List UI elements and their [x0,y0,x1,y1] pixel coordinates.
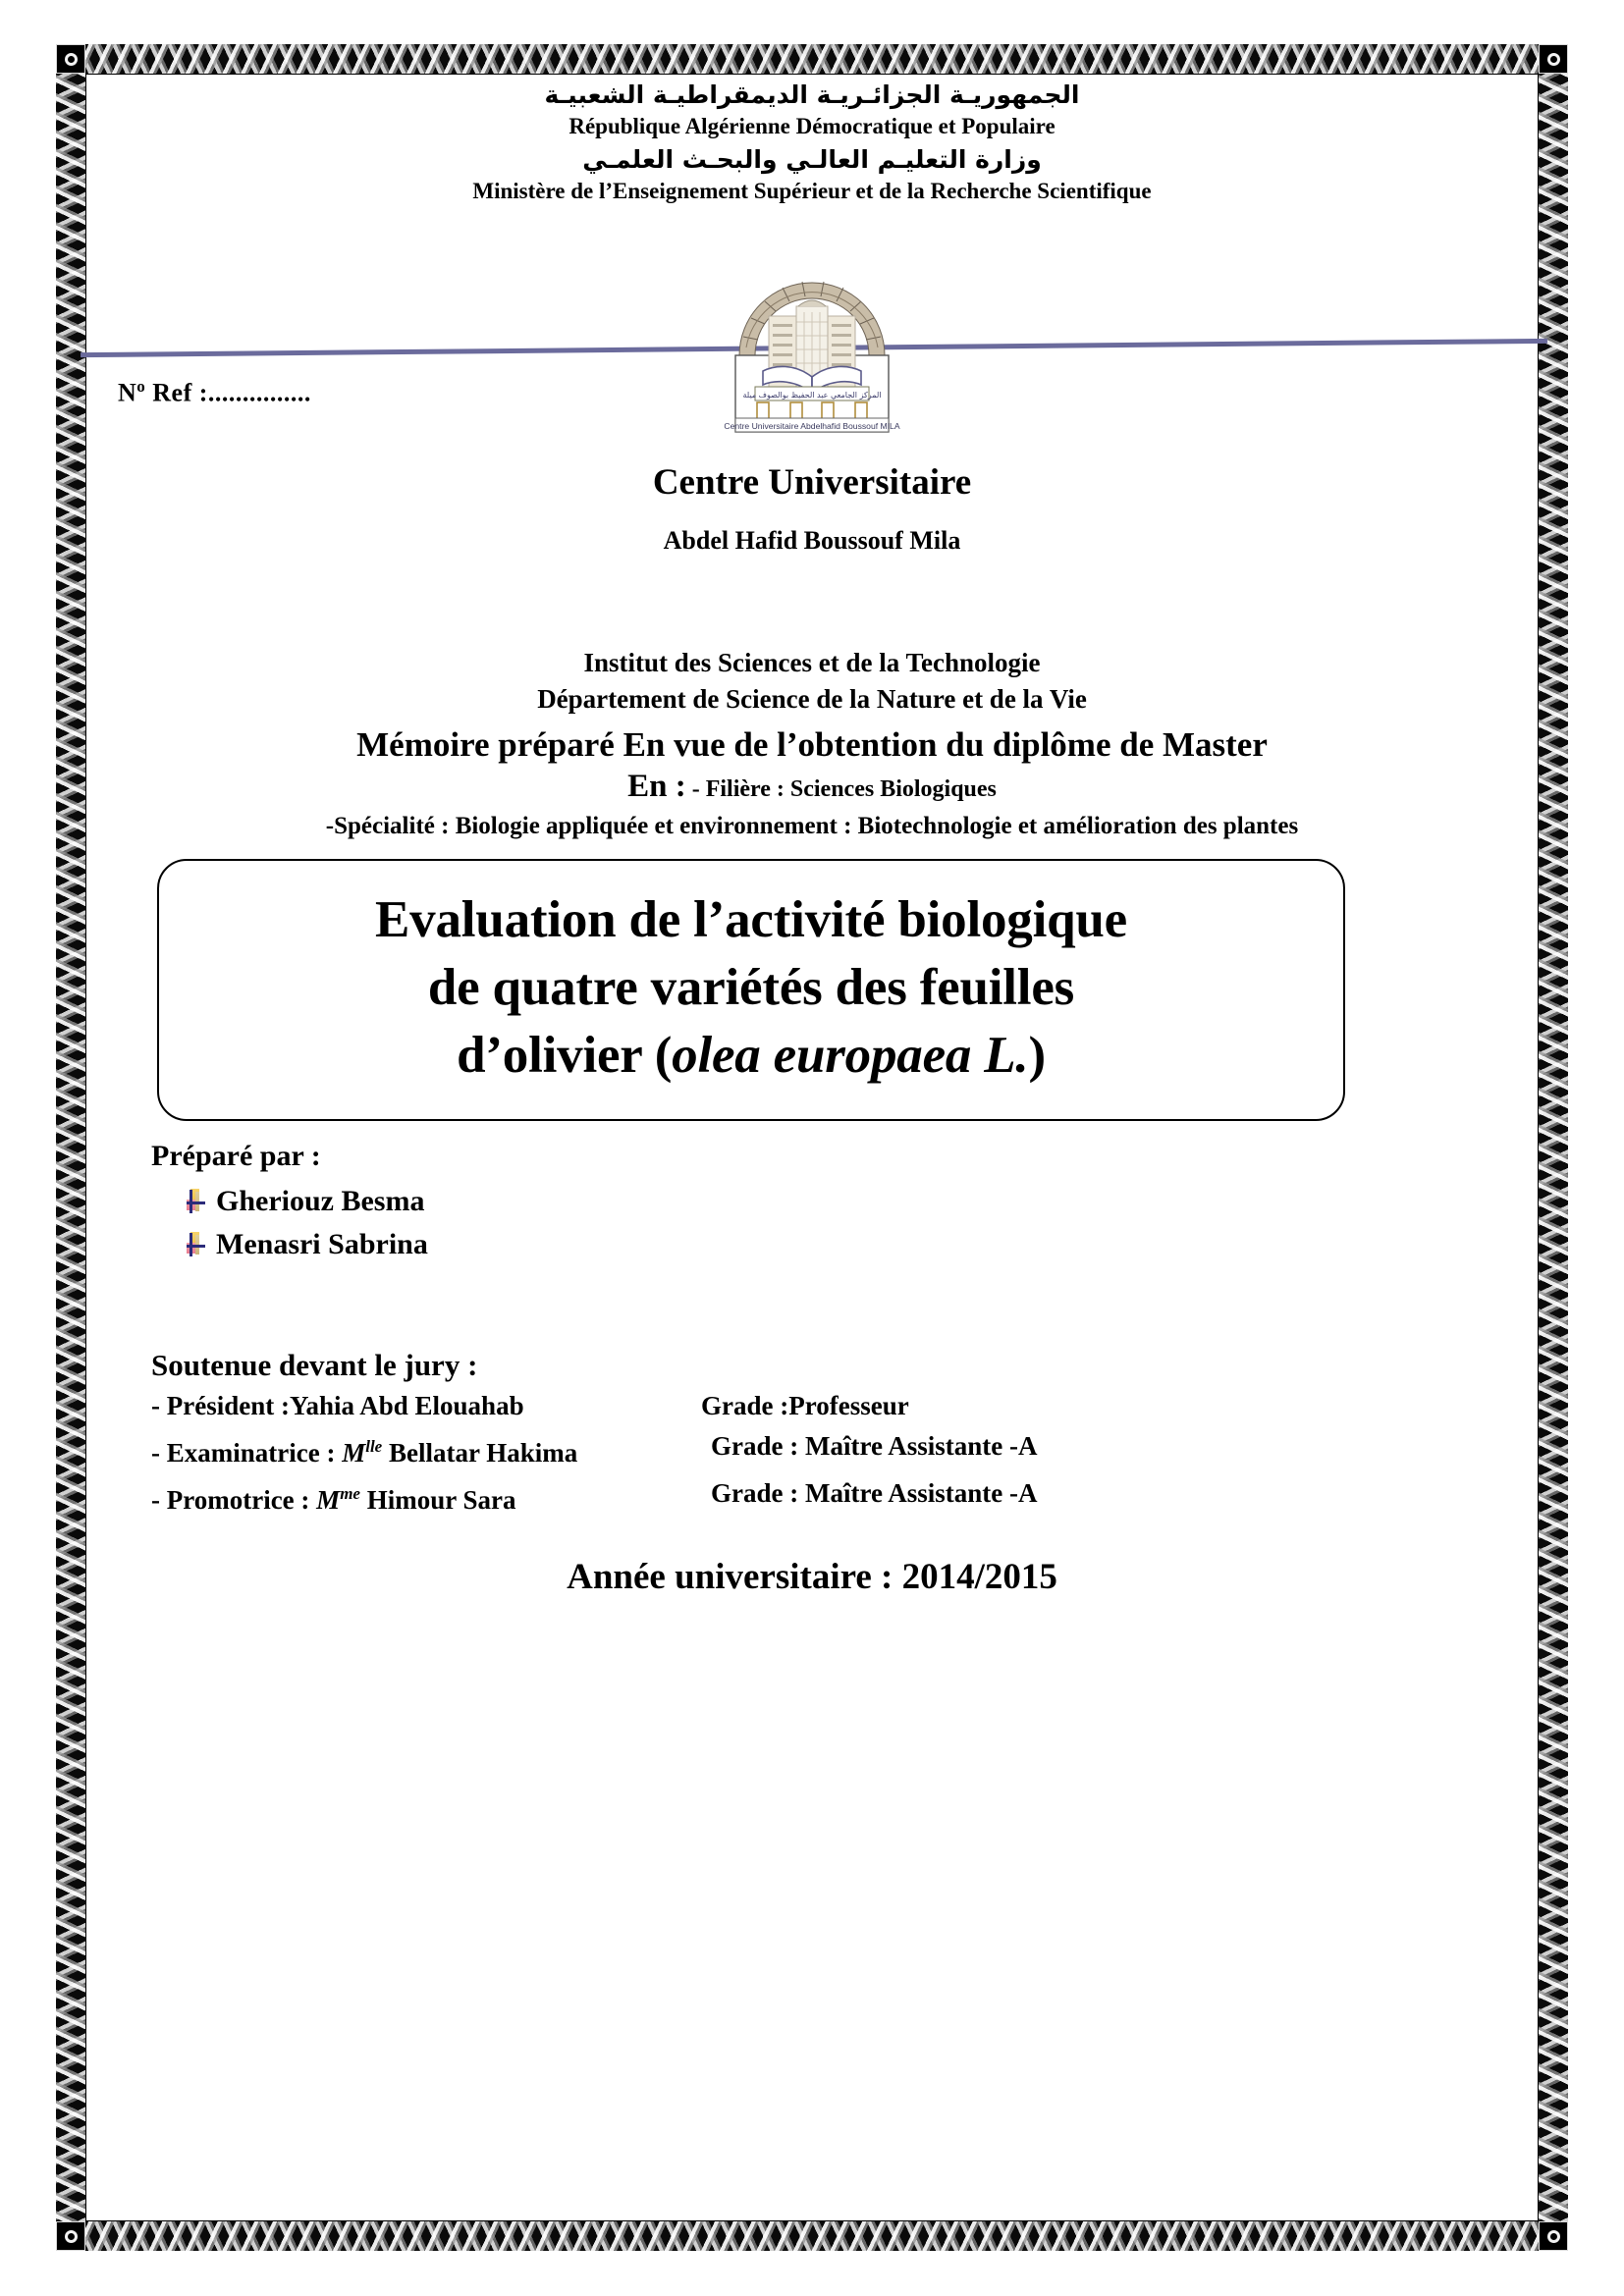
jury-label: Soutenue devant le jury : [151,1348,478,1382]
header-french-republic: République Algérienne Démocratique et Populaire [568,114,1056,138]
jury-member-grade: Grade : Maître Assistante -A [711,1431,1038,1461]
jury-member-name [151,1426,701,1473]
border-corner-ring-bottom-left [56,2221,85,2251]
department-line: Département de Science de la Nature et de la Vie [537,684,1087,714]
header-arabic-republic: الجمهوريـة الجزائـريـة الديمقراطيـة الشعبيـة [544,80,1080,109]
bullet-marker-icon [187,1189,206,1214]
list-item [187,1223,428,1266]
border-braid-right [1539,74,1568,2221]
jury-honorific: $M^{me}$ [316,1484,360,1515]
jury-row-supervisor [151,1473,1437,1521]
jury-role-label: - Promotrice : [151,1485,317,1515]
logo-icon [720,261,904,434]
header-french-ministry: Ministère de l’Enseignement Supérieur et de la Recherche Scientifique [472,179,1152,203]
author-name: Gheriouz Besma [216,1185,425,1217]
jury-member-grade: Grade :Professeur [701,1391,909,1420]
logo-caption-text: Centre Universitaire Abdelhafid Boussouf MILA [724,421,900,431]
border-braid-left [56,74,85,2221]
thesis-title-prefix: d’olivier ( [457,1027,673,1084]
jury-person-name: Himour Sara [359,1485,516,1515]
authors-block [151,1137,428,1266]
institute-line: Institut des Sciences et de la Technologie [583,648,1041,677]
page-content [90,79,1534,2216]
thesis-title-line-3 [189,1022,1314,1090]
degree-filiere: - Filière : Sciences Biologiques [691,776,997,802]
academic-year: Année universitaire : 2014/2015 [567,1557,1057,1597]
university-subname: Abdel Hafid Boussouf Mila [663,526,961,555]
logo-arabic-band: المركز الجامعي عبد الحفيظ بوالصوف ميلة [742,391,882,400]
university-name: Centre Universitaire [652,462,972,503]
jury-row-president [151,1386,1437,1426]
thesis-title-suffix: ) [1028,1027,1046,1084]
jury-row-examiner [151,1426,1437,1473]
author-name: Menasri Sabrina [216,1228,428,1260]
border-braid-top [85,44,1539,74]
header-arabic-ministry: وزارة التعليـم العالـي والبحـث العلمـي [582,145,1042,174]
reference-label: N [118,378,137,407]
jury-member-name: - Président :Yahia Abd Elouahab [151,1391,524,1420]
reference-superscript: o [136,377,146,396]
degree-en-label: En : [627,769,686,804]
jury-member-grade: Grade : Maître Assistante -A [711,1478,1038,1508]
border-corner-ring-top-left [56,44,85,74]
header-block [90,79,1534,206]
thesis-title-scientific-name: olea europaea L. [672,1027,1029,1084]
thesis-title-line-1: Evaluation de l’activité biologique [375,891,1127,948]
degree-specialite: -Spécialité : Biologie appliquée et environnement : Biotechnologie et amélioration des plantes [325,813,1299,839]
border-corner-ring-bottom-right [1539,2221,1568,2251]
degree-field-line [90,767,1534,809]
university-logo [720,261,904,434]
reference-number [118,377,311,408]
jury-block [151,1345,1437,1521]
thesis-title-line-2: de quatre variétés des feuilles [427,959,1075,1016]
degree-statement: Mémoire préparé En vue de l’obtention du diplôme de Master [356,725,1268,764]
reference-dots: Ref :............... [145,378,311,407]
jury-member-name [151,1473,701,1521]
authors-label: Préparé par : [151,1140,321,1172]
jury-person-name: Bellatar Hakima [382,1438,578,1468]
institute-block [90,645,1534,718]
border-corner-ring-top-right [1539,44,1568,74]
degree-block [90,723,1534,844]
jury-honorific: $M^{lle}$ [342,1437,383,1468]
list-item [187,1180,428,1223]
bullet-marker-icon [187,1232,206,1257]
border-braid-bottom [85,2221,1539,2251]
thesis-title-box [157,859,1345,1121]
authors-list [151,1180,428,1266]
jury-role-label: - Examinatrice : [151,1438,343,1468]
